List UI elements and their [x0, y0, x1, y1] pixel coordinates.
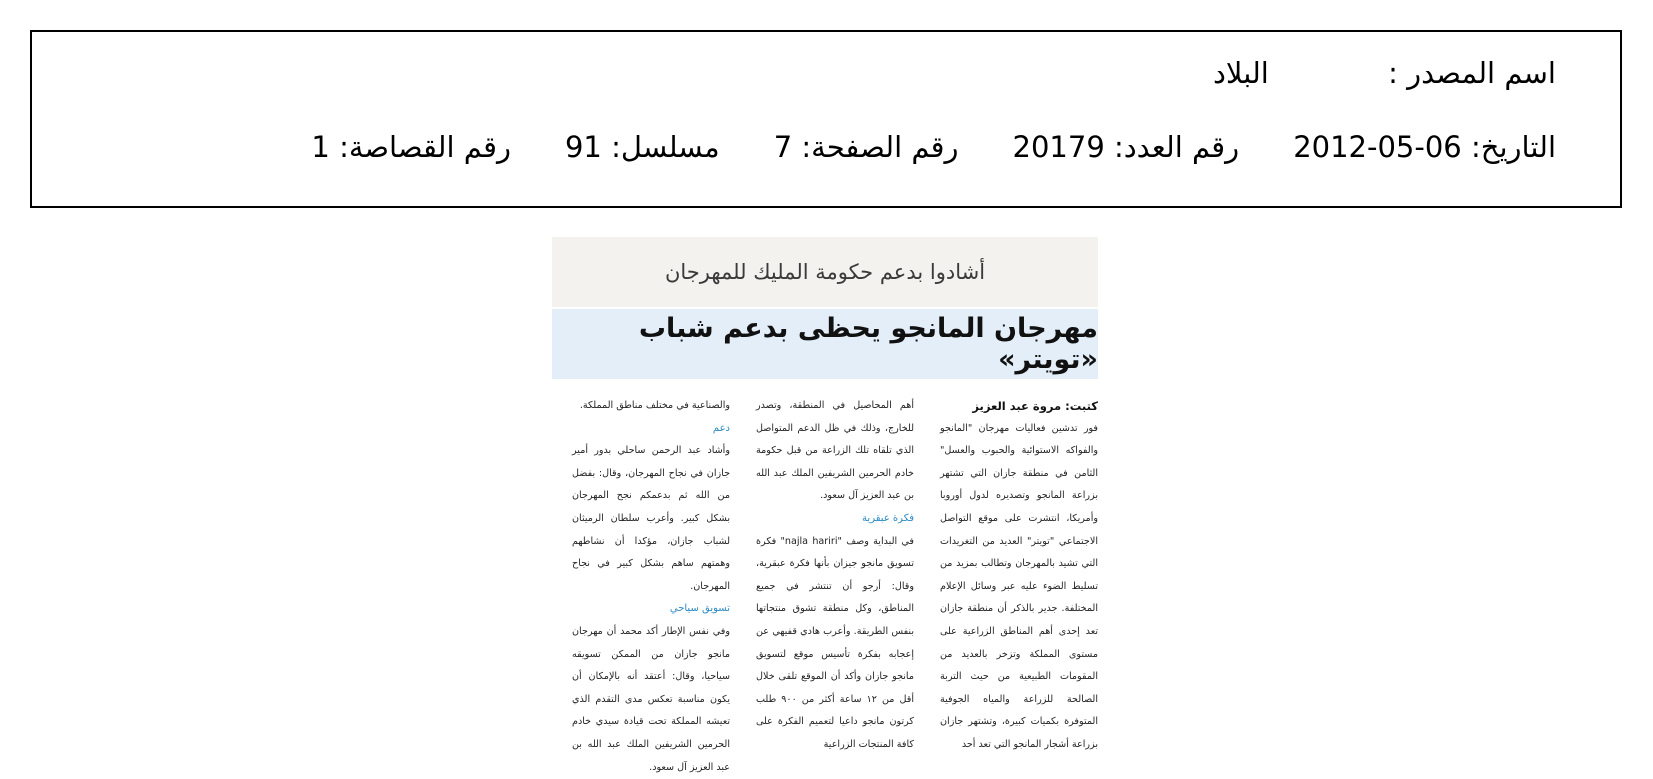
source-line — [1213, 56, 1556, 90]
newspaper-clipping — [552, 237, 1110, 773]
column-3-text-c: وفي نفس الإطار أكد محمد أن مهرجان مانجو جازان من الممكن تسويقه سياحيا، وقال: أعتقد أنه بالإمكان أن يكون مناسبة تعكس مدى التقدم الذي تعيشه المملكة تحت قيادة سيدي خادم الحرمين الشريفين الملك عبد الله بن عبد العزيز آل سعود. — [572, 625, 730, 773]
clip-number-field — [311, 130, 511, 164]
article-kicker: أشادوا بدعم حكومة المليك للمهرجان — [552, 237, 1098, 307]
serial-label: مسلسل: — [611, 130, 720, 164]
page-value: 7 — [773, 130, 793, 164]
article-headline: مهرجان المانجو يحظى بدعم شباب «تويتر» — [552, 309, 1098, 379]
article-column-3 — [572, 395, 730, 779]
issue-field — [1013, 130, 1240, 164]
article-column-2 — [756, 395, 914, 757]
clip-number-value: 1 — [311, 130, 330, 164]
article-byline: كتبت: مروة عبد العزيز — [972, 399, 1098, 413]
column-3-text-b: وأشاد عبد الرحمن ساحلي بدور أمير جازان في نجاح المهرجان، وقال: بفضل من الله ثم بدعمكم نجح المهرجان بشكل كبير. وأعرب سلطان الرميثان لشباب جازان، مؤكدا أن نشاطهم وهمتهم ساهم بشكل كبير في نجاح المهرجان. — [572, 445, 730, 592]
column-3-text-a: والصناعية في مختلف مناطق المملكة. — [579, 400, 730, 411]
serial-value: 91 — [564, 130, 602, 164]
page-field — [774, 130, 959, 164]
clip-number-label: رقم القصاصة: — [339, 130, 511, 164]
details-line — [311, 130, 1556, 164]
page-label: رقم الصفحة: — [801, 130, 959, 164]
column-2-subhead: فكرة عبقرية — [862, 512, 914, 524]
article-column-1 — [940, 395, 1098, 757]
column-2-text-b: في البداية وصف "najla hariri" فكرة تسويق مانجو جيزان بأنها فكرة عبقرية، وقال: أرجو أن تنتشر في جميع المناطق، وكل منطقة تشوق منتجاتها بنفس الطريقة. وأعرب هادي قفيهي عن إعجابه بفكرة تأسيس موقع لتسويق مانجو جازان وأكد أن الموقع تلقى خلال أقل من ١٢ ساعة أكثر من ٩٠٠ طلب كرتون مانجو داعيا لتعميم الفكرة على كافة المنتجات الزراعية — [756, 535, 915, 750]
serial-field — [565, 130, 720, 164]
source-label: اسم المصدر : — [1388, 56, 1556, 90]
issue-label: رقم العدد: — [1114, 130, 1240, 164]
date-label: التاريخ: — [1470, 130, 1556, 164]
column-3-subhead-b: تسويق سياحي — [669, 603, 730, 615]
source-field — [1213, 56, 1556, 90]
date-field — [1293, 130, 1556, 164]
column-3-subhead-a: دعم — [712, 422, 730, 434]
column-2-text-a: أهم المحاصيل في المنطقة، وتصدر للخارج، وذلك في ظل الدعم المتواصل الذي تلقاه تلك الزراعة من قبل حكومة خادم الحرمين الشريفين الملك عبد الله بن عبد العزيز آل سعود. — [756, 400, 914, 502]
source-value: البلاد — [1213, 56, 1269, 90]
date-value: 2012-05-06 — [1293, 130, 1462, 164]
issue-value: 20179 — [1012, 130, 1105, 164]
clipping-metadata-box — [30, 30, 1622, 208]
column-1-text: فور تدشين فعاليات مهرجان "المانجو والفواكه الاستوائية والحبوب والعسل" الثامن في منطقة جازان التي تشتهر بزراعة المانجو وتصديره لدول أوروبا وأمريكا، انتشرت على موقع التواصل الاجتماعي "تويتر" العديد من التغريدات التي تشيد بالمهرجان وتطالب بمزيد من تسليط الضوء عليه عبر وسائل الإعلام المختلفة. جدير بالذكر أن منطقة جازان تعد إحدى أهم المناطق الزراعية على مستوى المملكة وتزخر بالعديد من المقومات الطبيعية من حيث التربة الصالحة للزراعة والمياه الجوفية المتوفرة بكميات كبيرة، وتشتهر جازان بزراعة أشجار المانجو التي تعد أحد — [940, 422, 1098, 750]
